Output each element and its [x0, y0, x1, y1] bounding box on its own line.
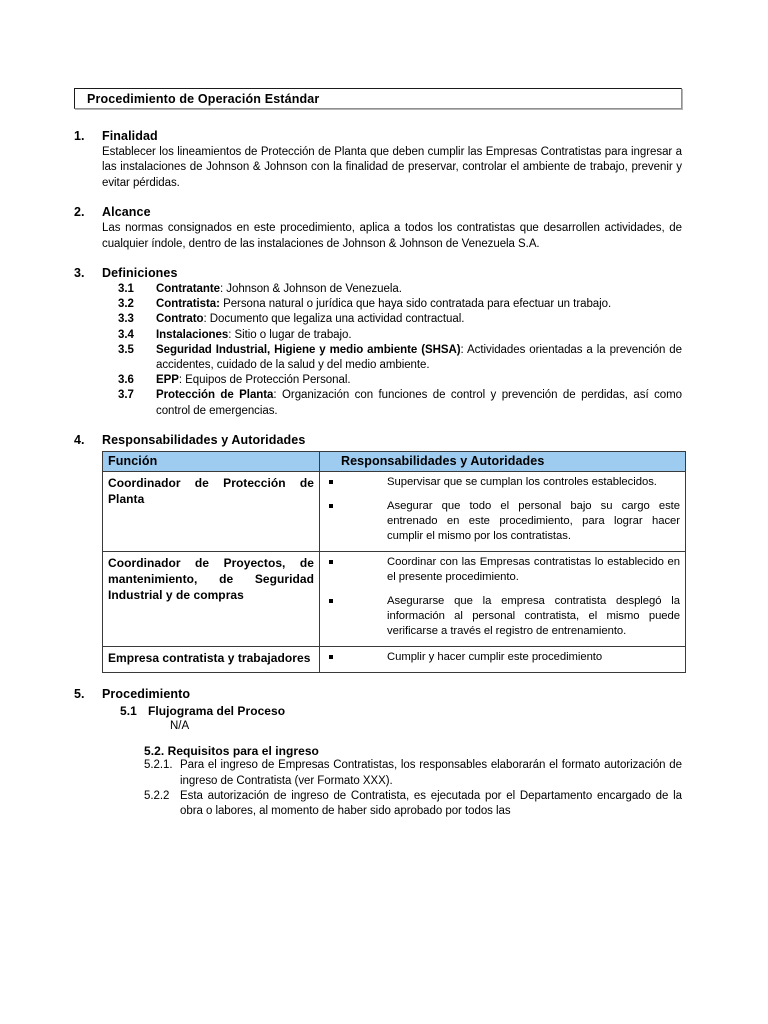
table-body: [103, 471, 686, 672]
subsection-51-number: 5.1: [120, 703, 137, 718]
subsection-51-title: Flujograma del Proceso: [148, 703, 286, 718]
definition-row: [118, 297, 682, 312]
definition-row: [118, 312, 682, 327]
section-definiciones-number: 3.: [74, 266, 85, 281]
definition-term: Instalaciones: [156, 328, 229, 341]
definition-text: Persona natural o jurídica que haya sido contratada para efectuar un trabajo.: [219, 298, 612, 311]
definition-row: [118, 343, 682, 373]
section-finalidad-title: Finalidad: [102, 129, 158, 143]
section-finalidad: [74, 129, 682, 191]
section-alcance-heading: [74, 205, 682, 220]
responsibility-bullet-list: [325, 555, 680, 640]
spacer: [74, 252, 682, 266]
spacer: [74, 673, 682, 687]
definition-text: : Equipos de Protección Personal.: [178, 374, 351, 387]
responsibility-bullet-item: Coordinar con las Empresas contratistas lo establecido en el presente procedimiento.: [325, 555, 680, 585]
spacer: [74, 419, 682, 433]
definition-term: Protección de Planta: [156, 389, 274, 402]
document-title-bar: Procedimiento de Operación Estándar: [74, 88, 682, 109]
definition-row: [118, 282, 682, 297]
procedure-item-number: 5.2.2: [144, 789, 170, 802]
procedure-item-text: Para el ingreso de Empresas Contratistas, los responsables elaborarán el formato autorización de ingreso de Contratista (ver Formato XXX).: [180, 759, 682, 787]
section-procedimiento-number: 5.: [74, 686, 85, 701]
column-header-responsabilidades: [320, 451, 686, 471]
procedure-item-text: Esta autorización de ingreso de Contratista, es ejecutada por el Departamento encargado de la obra o labores, al momento de haber sido aprobado por todos las: [180, 789, 682, 818]
table-header: [103, 451, 686, 471]
table-row: [103, 551, 686, 646]
subsection-51: [102, 703, 682, 719]
definition-text: : Johnson & Johnson de Venezuela.: [219, 283, 402, 296]
definition-text: : Documento que legaliza una actividad contractual.: [203, 313, 465, 326]
definition-number: 3.3: [118, 313, 134, 326]
table-cell-function: Coordinador de Proyectos, de mantenimiento, de Seguridad Industrial y de compras: [103, 551, 320, 646]
section-finalidad-heading: [74, 129, 682, 143]
subsection-52-title: 5.2. Requisitos para el ingreso: [144, 744, 319, 759]
definition-number: 3.1: [118, 283, 134, 296]
spacer: [74, 191, 682, 205]
definition-term: Contratista:: [156, 298, 220, 311]
section-alcance-number: 2.: [74, 205, 85, 220]
definition-number: 3.4: [118, 328, 134, 341]
spacer: [102, 734, 682, 744]
table-cell-responsibilities: [320, 646, 686, 672]
table-cell-function: Empresa contratista y trabajadores: [103, 646, 320, 672]
responsibility-bullet-list: [325, 475, 680, 545]
section-alcance-body: Las normas consignados en este procedimiento, aplica a todos los contratistas que desarrollen actividades, de cualquier índole, dentro de las instalaciones de Johnson & Johnson de Venezuela S.A.: [102, 222, 682, 250]
section-definiciones: [74, 266, 682, 419]
section-alcance: [74, 205, 682, 252]
procedure-item: [102, 789, 682, 820]
definition-text: : Actividades orientadas a la prevención de accidentes, cuidado de la salud y del medio ambiente.: [156, 343, 682, 372]
column-header-funcion: Función: [103, 451, 320, 471]
section-responsabilidades-title: Responsabilidades y Autoridades: [102, 432, 306, 447]
definition-text: : Sitio o lugar de trabajo.: [228, 328, 352, 341]
responsibilities-table: [102, 451, 686, 673]
responsibility-bullet-item: Asegurar que todo el personal bajo su cargo este entrenado en este procedimiento, para lograr hacer cumplir el mismo por los contratistas.: [325, 499, 680, 545]
section-procedimiento-title: Procedimiento: [102, 686, 191, 701]
subsection-51-value: N/A: [170, 719, 190, 732]
procedure-item: [102, 758, 682, 789]
section-procedimiento: [74, 687, 682, 820]
definition-row: [118, 328, 682, 343]
definition-number: 3.5: [118, 343, 134, 356]
responsibility-bullet-list: [325, 650, 680, 665]
section-responsabilidades: [74, 433, 682, 673]
definition-term: Contrato: [156, 313, 204, 326]
table-header-row: [103, 451, 686, 471]
definition-text: : Organización con funciones de control y prevención de perdidas, así como control de emergencias.: [156, 389, 682, 417]
section-alcance-title: Alcance: [102, 205, 151, 220]
section-procedimiento-heading: [74, 686, 682, 701]
table-row: [103, 646, 686, 672]
section-finalidad-number: 1.: [74, 129, 85, 143]
definition-term: EPP: [156, 374, 179, 387]
definition-row: [118, 373, 682, 388]
definition-term: Contratante: [156, 283, 220, 296]
section-definiciones-title: Definiciones: [102, 266, 178, 281]
definition-number: 3.2: [118, 298, 134, 311]
responsibility-bullet-item: Supervisar que se cumplan los controles establecidos.: [325, 475, 680, 490]
table-cell-responsibilities: [320, 471, 686, 551]
definition-number: 3.7: [118, 389, 134, 402]
section-finalidad-body: Establecer los lineamientos de Protección de Planta que deben cumplir las Empresas Contratistas para ingresar a las instalaciones de Johnson & Johnson con la finalidad de preservar, controlar el ambiente de trabajo, prevenir y evitar pérdidas.: [102, 146, 682, 189]
section-responsabilidades-heading: [74, 432, 682, 447]
definition-number: 3.6: [118, 374, 134, 387]
table-cell-responsibilities: [320, 551, 686, 646]
section-definiciones-heading: [74, 266, 682, 281]
definitions-list: [102, 282, 682, 419]
definition-term: Seguridad Industrial, Higiene y medio ambiente (SHSA): [156, 343, 461, 356]
responsibility-bullet-item: Asegurarse que la empresa contratista desplegó la información al personal contratista, el mismo puede verificarse a través el registro de entrenamiento.: [325, 594, 680, 640]
column-header-responsabilidades-label: Responsabilidades y Autoridades: [341, 453, 545, 468]
definition-row: [118, 388, 682, 418]
subsection-52-items: [102, 758, 682, 820]
section-responsabilidades-number: 4.: [74, 432, 85, 447]
table-row: [103, 471, 686, 551]
procedure-item-number: 5.2.1.: [144, 759, 173, 772]
document-content: [74, 88, 682, 820]
table-cell-function: Coordinador de Protección de Planta: [103, 471, 320, 551]
responsibility-bullet-item: Cumplir y hacer cumplir este procedimiento: [325, 650, 680, 665]
